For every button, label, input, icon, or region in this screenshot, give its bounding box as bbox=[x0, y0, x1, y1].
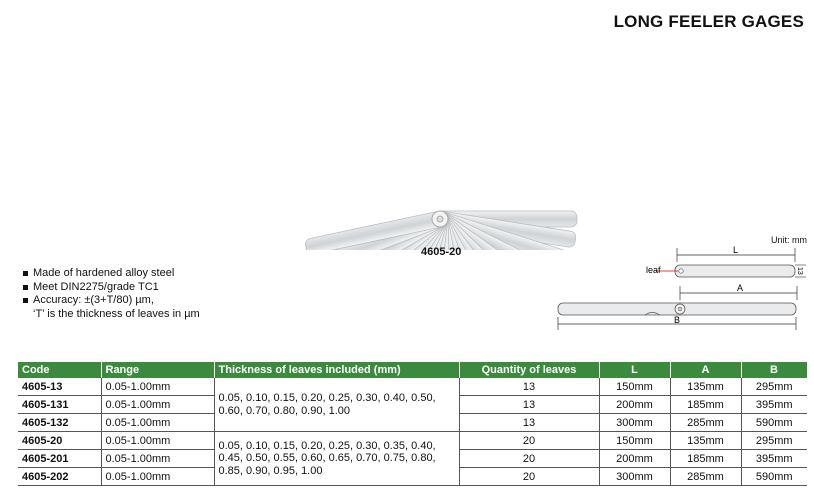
quantity-cell: 13 bbox=[459, 414, 599, 432]
a-cell: 135mm bbox=[670, 378, 741, 396]
quantity-cell: 13 bbox=[459, 378, 599, 396]
dimension-B-label: B bbox=[674, 315, 681, 325]
column-header: Code bbox=[18, 362, 101, 378]
b-cell: 295mm bbox=[741, 378, 807, 396]
quantity-cell: 20 bbox=[459, 432, 599, 450]
a-cell: 185mm bbox=[670, 396, 741, 414]
a-cell: 285mm bbox=[670, 468, 741, 486]
thickness-cell: 0.05, 0.10, 0.15, 0.20, 0.25, 0.30, 0.40, 0.50, 0.60, 0.70, 0.80, 0.90, 1.00 bbox=[214, 378, 459, 432]
code-cell: 4605-131 bbox=[18, 396, 101, 414]
quantity-cell: 13 bbox=[459, 396, 599, 414]
column-header: A bbox=[670, 362, 741, 378]
code-cell: 4605-132 bbox=[18, 414, 101, 432]
spec-table bbox=[18, 362, 808, 486]
range-cell: 0.05-1.00mm bbox=[101, 396, 214, 414]
dimension-L-label: L bbox=[733, 245, 739, 255]
column-header: L bbox=[599, 362, 670, 378]
l-cell: 150mm bbox=[599, 378, 670, 396]
column-header: Range bbox=[101, 362, 214, 378]
feature-item-continuation: ‘T’ is the thickness of leaves in µm bbox=[33, 307, 200, 320]
quantity-cell: 20 bbox=[459, 468, 599, 486]
column-header: B bbox=[741, 362, 807, 378]
table-row bbox=[18, 432, 807, 450]
code-cell: 4605-202 bbox=[18, 468, 101, 486]
unit-label: Unit: mm bbox=[771, 235, 807, 245]
a-cell: 135mm bbox=[670, 432, 741, 450]
feature-item: Meet DIN2275/grade TC1 bbox=[22, 281, 200, 295]
l-cell: 300mm bbox=[599, 468, 670, 486]
table-row bbox=[18, 378, 807, 396]
table-header-row bbox=[18, 362, 807, 378]
l-cell: 200mm bbox=[599, 450, 670, 468]
range-cell: 0.05-1.00mm bbox=[101, 468, 214, 486]
column-header: Thickness of leaves included (mm) bbox=[214, 362, 459, 378]
feature-list bbox=[22, 267, 200, 321]
range-cell: 0.05-1.00mm bbox=[101, 450, 214, 468]
l-cell: 200mm bbox=[599, 396, 670, 414]
product-model-label: 4605-20 bbox=[421, 246, 462, 258]
b-cell: 590mm bbox=[741, 414, 807, 432]
b-cell: 395mm bbox=[741, 396, 807, 414]
l-cell: 150mm bbox=[599, 432, 670, 450]
thickness-cell: 0.05, 0.10, 0.15, 0.20, 0.25, 0.30, 0.35, 0.40, 0.45, 0.50, 0.55, 0.60, 0.65, 0.70, 0.75, 0.80, 0.85, 0.90, 0.95, 1.00 bbox=[214, 432, 459, 486]
l-cell: 300mm bbox=[599, 414, 670, 432]
column-header: Quantity of leaves bbox=[459, 362, 599, 378]
range-cell: 0.05-1.00mm bbox=[101, 432, 214, 450]
code-cell: 4605-20 bbox=[18, 432, 101, 450]
b-cell: 395mm bbox=[741, 450, 807, 468]
code-cell: 4605-13 bbox=[18, 378, 101, 396]
range-cell: 0.05-1.00mm bbox=[101, 378, 214, 396]
a-cell: 285mm bbox=[670, 414, 741, 432]
range-cell: 0.05-1.00mm bbox=[101, 414, 214, 432]
width-dimension: 13 bbox=[796, 267, 803, 275]
b-cell: 295mm bbox=[741, 432, 807, 450]
b-cell: 590mm bbox=[741, 468, 807, 486]
leaf-label: leaf bbox=[646, 265, 661, 275]
dimension-A-label: A bbox=[737, 283, 744, 293]
code-cell: 4605-201 bbox=[18, 450, 101, 468]
feature-item: Accuracy: ±(3+T/80) µm, bbox=[22, 294, 200, 308]
a-cell: 185mm bbox=[670, 450, 741, 468]
page-title: LONG FEELER GAGES bbox=[613, 12, 804, 31]
feature-item: Made of hardened alloy steel bbox=[22, 267, 200, 281]
quantity-cell: 20 bbox=[459, 450, 599, 468]
